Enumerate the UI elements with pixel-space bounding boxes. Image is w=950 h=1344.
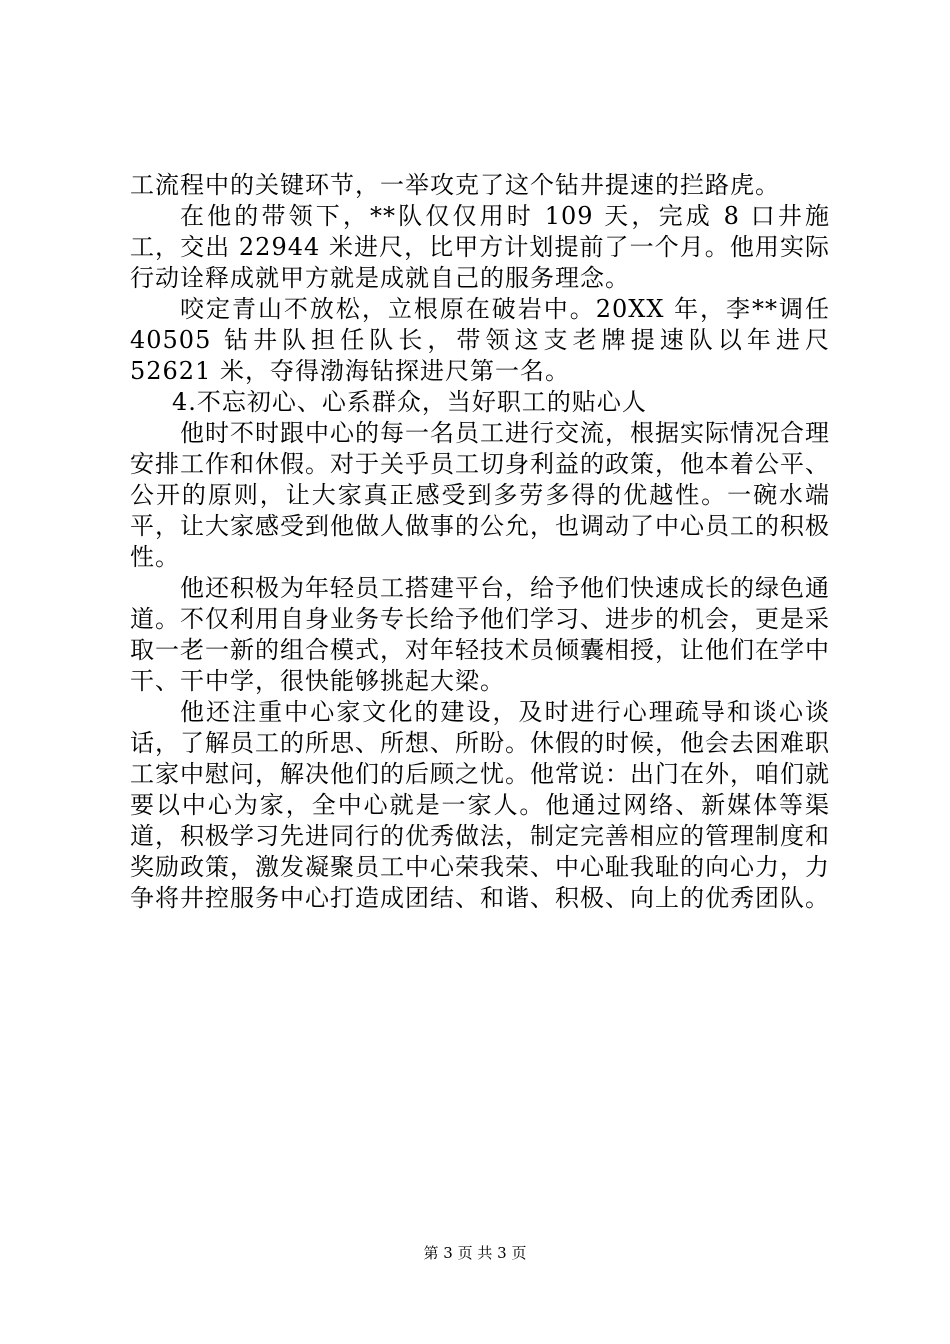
paragraph-continuation: 工流程中的关键环节，一举攻克了这个钻井提速的拦路虎。 xyxy=(130,171,780,199)
page-number-label: 第 3 页 共 3 页 xyxy=(423,1244,527,1262)
paragraph-appointment: 咬定青山不放松，立根原在破岩中。20XX 年，李**调任 40505 钻井队担任队长，带领这支老牌提速队以年进尺 52621 米，夺得渤海钻探进尺第一名。 xyxy=(130,295,830,385)
document-body xyxy=(130,170,830,914)
section-heading: 4.不忘初心、心系群众，当好职工的贴心人 xyxy=(172,388,647,416)
paragraph-staff-communication: 他时不时跟中心的每一名员工进行交流，根据实际情况合理安排工作和休假。对于关乎员工切身利益的政策，他本着公平、公开的原则，让大家真正感受到多劳多得的优越性。一碗水端平，让大家感受到他做人做事的公允，也调动了中心员工的积极性。 xyxy=(130,419,830,571)
page-footer xyxy=(0,1243,950,1263)
paragraph-home-culture: 他还注重中心家文化的建设，及时进行心理疏导和谈心谈话，了解员工的所思、所想、所盼。休假的时候，他会去困难职工家中慰问，解决他们的后顾之忧。他常说：出门在外，咱们就要以中心为家，全中心就是一家人。他通过网络、新媒体等渠道，积极学习先进同行的优秀做法，制定完善相应的管理制度和奖励政策，激发凝聚员工中心荣我荣、中心耻我耻的向心力，力争将井控服务中心打造成团结、和谐、积极、向上的优秀团队。 xyxy=(130,698,830,912)
paragraph-young-staff: 他还积极为年轻员工搭建平台，给予他们快速成长的绿色通道。不仅利用自身业务专长给予他们学习、进步的机会，更是采取一老一新的组合模式，对年轻技术员倾囊相授，让他们在学中干、干中学，很快能够挑起大梁。 xyxy=(130,574,830,695)
paragraph-team-achievement: 在他的带领下，**队仅仅用时 109 天，完成 8 口井施工，交出 22944 米进尺，比甲方计划提前了一个月。他用实际行动诠释成就甲方就是成就自己的服务理念。 xyxy=(130,202,830,292)
